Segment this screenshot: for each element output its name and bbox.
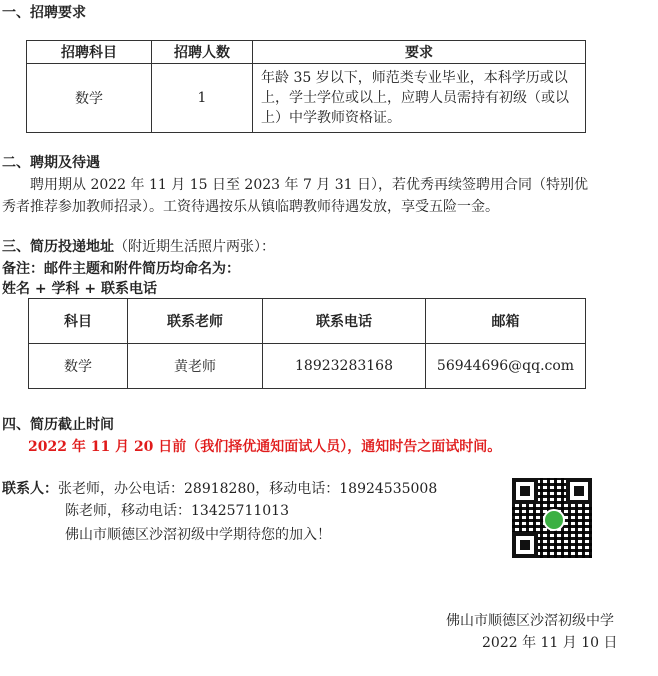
table-header: 联系电话 [263,299,426,344]
table-cell-subject: 数学 [29,344,128,389]
table-header: 联系老师 [128,299,263,344]
qr-finder-icon [512,532,538,558]
table-header: 招聘人数 [152,41,253,64]
section1-heading: 一、招聘要求 [2,5,86,21]
section3-heading: 三、简历投递地址 [2,239,114,255]
table-cell-count: 1 [152,64,253,133]
section2-line1: 聘用期从 2022 年 11 月 15 日至 2023 年 7 月 31 日），若优秀再续签聘用合同（特别优 [30,177,589,193]
contact-chen: 陈老师，移动电话：13425711013 [65,503,289,519]
table-header-row [27,41,586,64]
table-row [27,64,586,133]
table-header: 邮箱 [426,299,586,344]
table-header: 要求 [253,41,586,64]
section3-heading-note: （附近期生活照片两张）： [114,239,275,255]
table-header: 招聘科目 [27,41,152,64]
section2-line2: 秀者推荐参加教师招录）。工资待遇按乐从镇临聘教师待遇发放，享受五险一金。 [2,199,499,215]
table-cell-subject: 数学 [27,64,152,133]
contact-table [28,298,586,389]
table-cell-email[interactable]: 56944696@qq.com [426,344,586,389]
section2-heading: 二、聘期及待遇 [2,155,100,171]
wechat-logo-icon [543,509,565,531]
qr-finder-icon [566,478,592,504]
section3-format: 姓名 + 学科 + 联系电话 [2,281,157,297]
table-row [29,344,586,389]
table-cell-requirements: 年龄 35 岁以下，师范类专业毕业，本科学历或以上，学士学位或以上，应聘人员需持有初级（或以上）中学教师资格证。 [253,64,586,133]
contact-welcome: 佛山市顺德区沙滘初级中学期待您的加入！ [65,527,331,543]
contact-label: 联系人： [2,481,58,497]
section4-heading: 四、简历截止时间 [2,417,114,433]
table-cell-phone: 18923283168 [263,344,426,389]
table-cell-teacher: 黄老师 [128,344,263,389]
contact-zhang: 张老师，办公电话：28918280，移动电话：18924535008 [58,481,438,497]
footer-school: 佛山市顺德区沙滘初级中学 [446,613,614,629]
qr-finder-icon [512,478,538,504]
contact-line1 [2,478,437,498]
recruitment-table [26,40,586,133]
table-header-row [29,299,586,344]
footer-date: 2022 年 11 月 10 日 [482,635,618,651]
qr-code-image [512,478,592,558]
section3-remark: 备注：邮件主题和附件简历均命名为： [2,261,240,277]
table-header: 科目 [29,299,128,344]
section3-heading-line [2,236,275,256]
deadline-text: 2022 年 11 月 20 日前（我们择优通知面试人员），通知时告之面试时间。 [28,439,502,455]
